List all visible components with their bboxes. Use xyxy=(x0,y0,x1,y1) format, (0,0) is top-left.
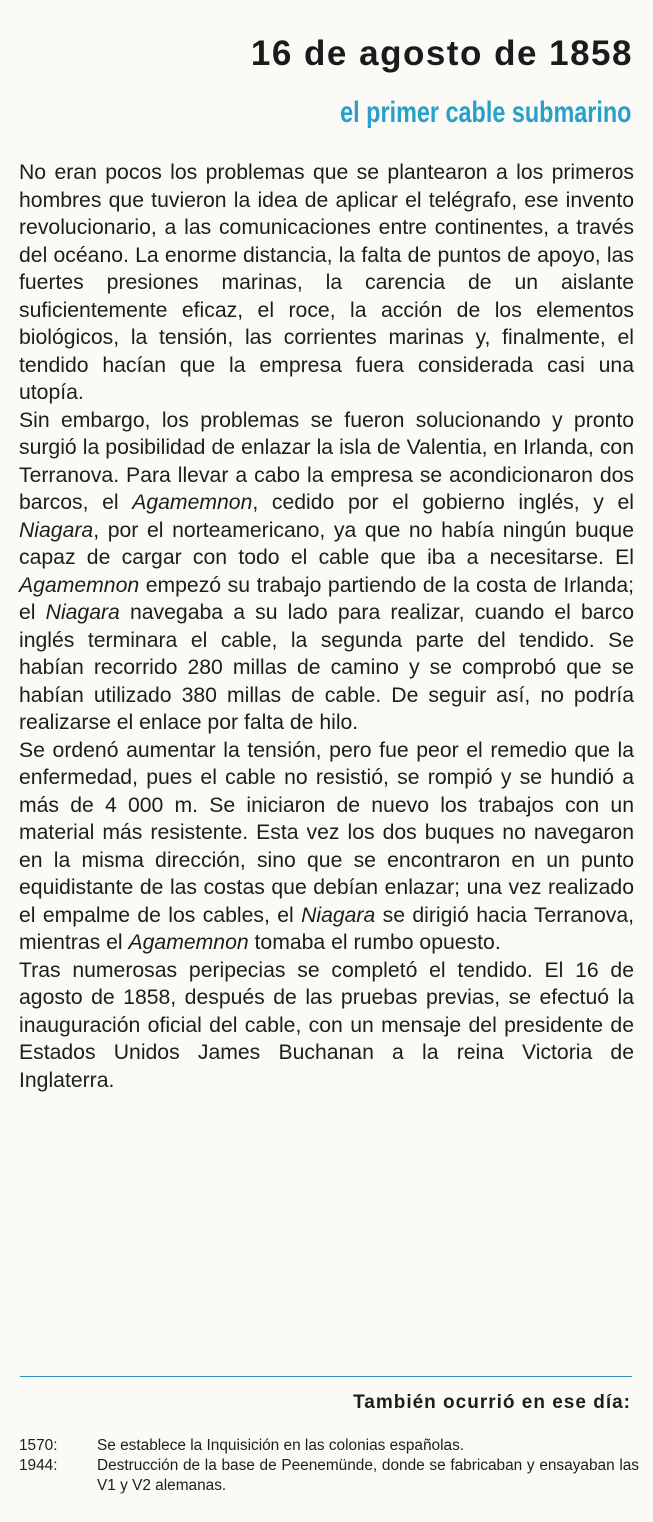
event-year: 1570: xyxy=(19,1437,58,1454)
section-divider xyxy=(20,1376,632,1377)
event-year: 1944: xyxy=(19,1457,58,1474)
event-text: Se establece la Inquisición en las colonias españolas. xyxy=(97,1437,465,1454)
article-paragraph: Tras numerosas peripecias se completó el tendido. El 16 de agosto de 1858, después de las pruebas previas, se efectuó la inauguración oficial del cable, con un mensaje del presidente de Estados Unidos James Buchanan a la reina Victoria de Inglaterra. xyxy=(19,958,634,1092)
article-paragraph: Se ordenó aumentar la tensión, pero fue peor el remedio que la enfermedad, pues el cable no resistió, se rompió y se hundió a más de 4 000 m. Se iniciaron de nuevo los trabajos con un material más resistente. Esta vez los dos buques no navegaron en la misma dirección, sino que se encontraron en un punto equidistante de las costas que debían enlazar; una vez realizado el empalme de los cables, el Niagara se dirigió hacia Terranova, mientras el Agamemnon tomaba el rumbo opuesto. xyxy=(19,738,634,954)
page-subtitle: el primer cable submarino xyxy=(339,96,631,129)
ship-name: Agamemnon xyxy=(128,931,249,954)
article-body xyxy=(19,159,634,1094)
ship-name: Niagara xyxy=(301,903,376,927)
article-paragraph: No eran pocos los problemas que se plantearon a los primeros hombres que tuvieron la idea de aplicar el telégrafo, ese invento revolucionario, a las comunicaciones entre continentes, a través del océano. La enorme distancia, la falta de puntos de apoyo, las fuertes presiones marinas, la carencia de un aislante suficientemente eficaz, el roce, la acción de los elementos biológicos, la tensión, las corrientes marinas y, finalmente, el tendido hacían que la empresa fuera considerada casi una utopía. xyxy=(19,161,634,404)
ship-name: Niagara xyxy=(45,601,120,624)
ship-name: Agamemnon xyxy=(132,491,253,514)
article-paragraph: Sin embargo, los problemas se fueron solucionando y pronto surgió la posibilidad de enlazar la isla de Valentia, en Irlanda, con Terranova. Para llevar a cabo la empresa se acondicionaron dos barcos, el Agamemnon, cedido por el gobierno inglés, y el Niagara, por el norteamericano, ya que no había ningún buque capaz de cargar con todo el cable que iba a necesitarse. El Agamemnon empezó su trabajo partiendo de la costa de Irlanda; el Niagara navegaba a su lado para realizar, cuando el barco inglés terminara el cable, la segunda parte del tendido. Se habían recorrido 280 millas de camino y se comprobó que se habían utilizado 380 millas de cable. De seguir así, no podría realizarse el enlace por falta de hilo. xyxy=(19,408,634,734)
list-item xyxy=(19,1436,639,1456)
page-title: 16 de agosto de 1858 xyxy=(250,34,633,73)
event-text: Destrucción de la base de Peenemünde, donde se fabricaban y ensayaban las V1 y V2 alemanas. xyxy=(97,1457,639,1494)
also-happened-heading: También ocurrió en ese día: xyxy=(353,1392,631,1413)
list-item xyxy=(19,1456,639,1496)
events-list xyxy=(19,1436,639,1496)
ship-name: Niagara xyxy=(19,518,94,542)
ship-name: Agamemnon xyxy=(19,573,140,597)
